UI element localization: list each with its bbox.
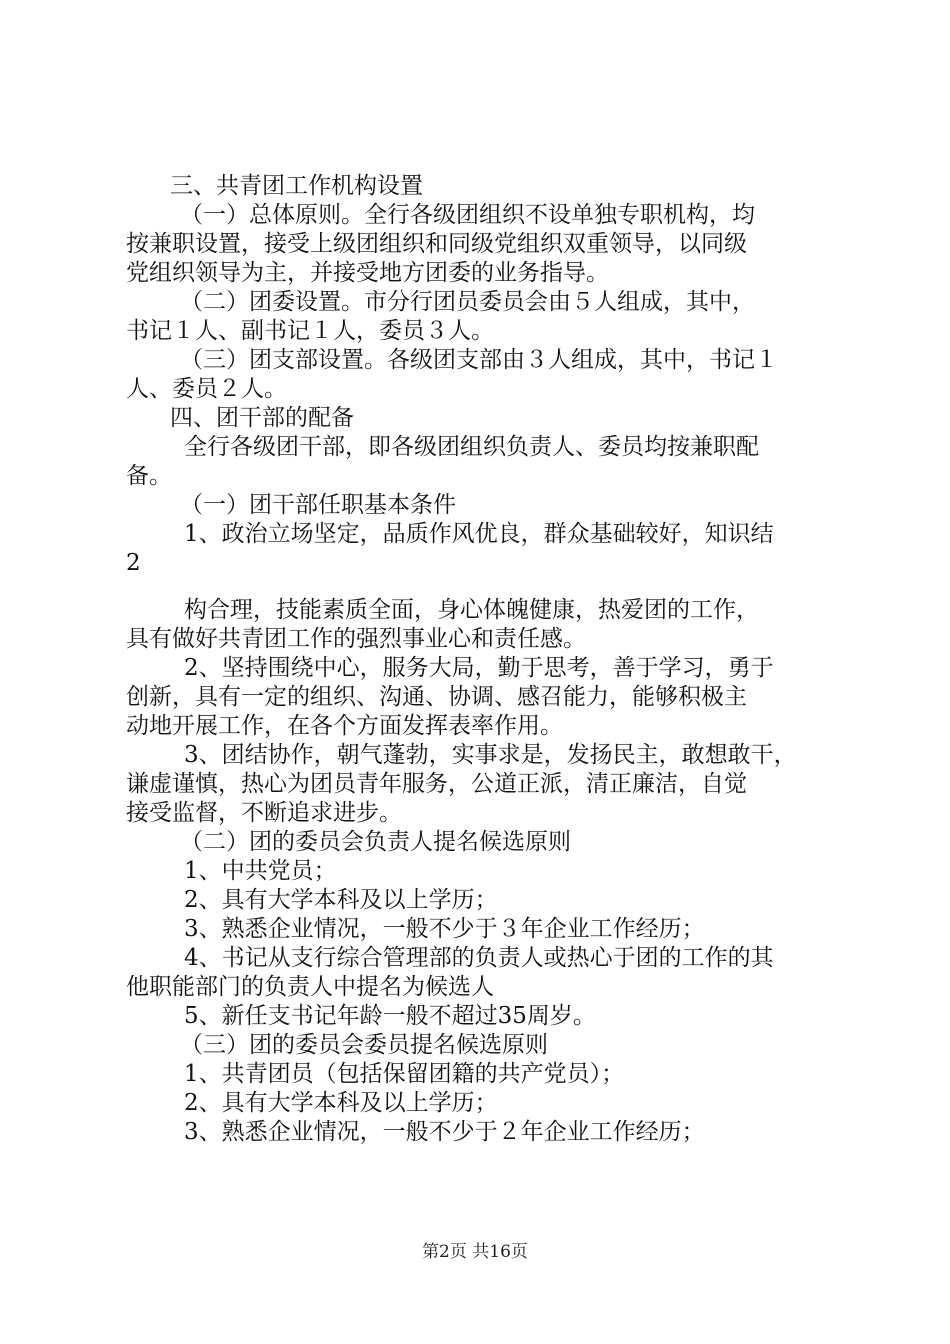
inline-page-number: 2 xyxy=(126,550,141,576)
paragraph-line: 按兼职设置，接受上级团组织和同级党组织双重领导，以同级 xyxy=(126,231,747,257)
paragraph-line: 书记１人、副书记１人，委员３人。 xyxy=(126,318,494,344)
list-item-continuation: 他职能部门的负责人中提名为候选人 xyxy=(126,974,494,1000)
paragraph-line: 构合理，技能素质全面，身心体魄健康，热爱团的工作， xyxy=(184,597,759,623)
paragraph-line: 谦虚谨慎，热心为团员青年服务，公道正派，清正廉洁，自觉 xyxy=(126,771,747,797)
list-item: 4、书记从支行综合管理部的负责人或热心于团的工作的其 xyxy=(184,945,774,971)
list-item: 2、具有大学本科及以上学历； xyxy=(184,1090,498,1116)
paragraph-line: 1、政治立场坚定，品质作风优良，群众基础较好，知识结 xyxy=(184,521,774,547)
paragraph-line: 2、坚持围绕中心，服务大局，勤于思考，善于学习，勇于 xyxy=(184,655,774,681)
paragraph-line: 动地开展工作，在各个方面发挥表率作用。 xyxy=(126,713,563,739)
paragraph-line: 3、团结协作，朝气蓬勃，实事求是，发扬民主，敢想敢干， xyxy=(184,742,797,768)
paragraph-line: 人、委员２人。 xyxy=(126,376,287,402)
list-item: 3、熟悉企业情况，一般不少于２年企业工作经历； xyxy=(184,1119,705,1145)
paragraph-line: 创新，具有一定的组织、沟通、协调、感召能力，能够积极主 xyxy=(126,684,747,710)
paragraph-line: （二）团委设置。市分行团员委员会由５人组成，其中， xyxy=(180,289,755,315)
page-footer: 第2页 共16页 xyxy=(422,1242,528,1262)
paragraph-line: 接受监督，不断追求进步。 xyxy=(126,800,402,826)
list-item: 1、中共党员； xyxy=(184,858,337,884)
document-body xyxy=(126,172,836,1147)
list-item: 5、新任支书记年龄一般不超过35周岁。 xyxy=(184,1003,596,1029)
paragraph-line: 备。 xyxy=(126,463,172,489)
paragraph-line: （三）团支部设置。各级团支部由３人组成，其中，书记１ xyxy=(180,347,778,373)
list-item: 1、共青团员（包括保留团籍的共产党员）； xyxy=(184,1061,625,1087)
subsection-heading: （三）团的委员会委员提名候选原则 xyxy=(180,1032,548,1058)
subsection-heading: （二）团的委员会负责人提名候选原则 xyxy=(180,829,571,855)
list-item: 3、熟悉企业情况，一般不少于３年企业工作经历； xyxy=(184,916,705,942)
paragraph-line: 党组织领导为主，并接受地方团委的业务指导。 xyxy=(126,260,609,286)
section-heading: 四、团干部的配备 xyxy=(170,405,354,431)
subsection-heading: （一）团干部任职基本条件 xyxy=(180,492,456,518)
paragraph-line: 具有做好共青团工作的强烈事业心和责任感。 xyxy=(126,626,586,652)
paragraph-line: 全行各级团干部，即各级团组织负责人、委员均按兼职配 xyxy=(184,434,759,460)
section-heading: 三、共青团工作机构设置 xyxy=(170,173,423,199)
list-item: 2、具有大学本科及以上学历； xyxy=(184,887,498,913)
paragraph-line: （一）总体原则。全行各级团组织不设单独专职机构，均 xyxy=(180,202,755,228)
